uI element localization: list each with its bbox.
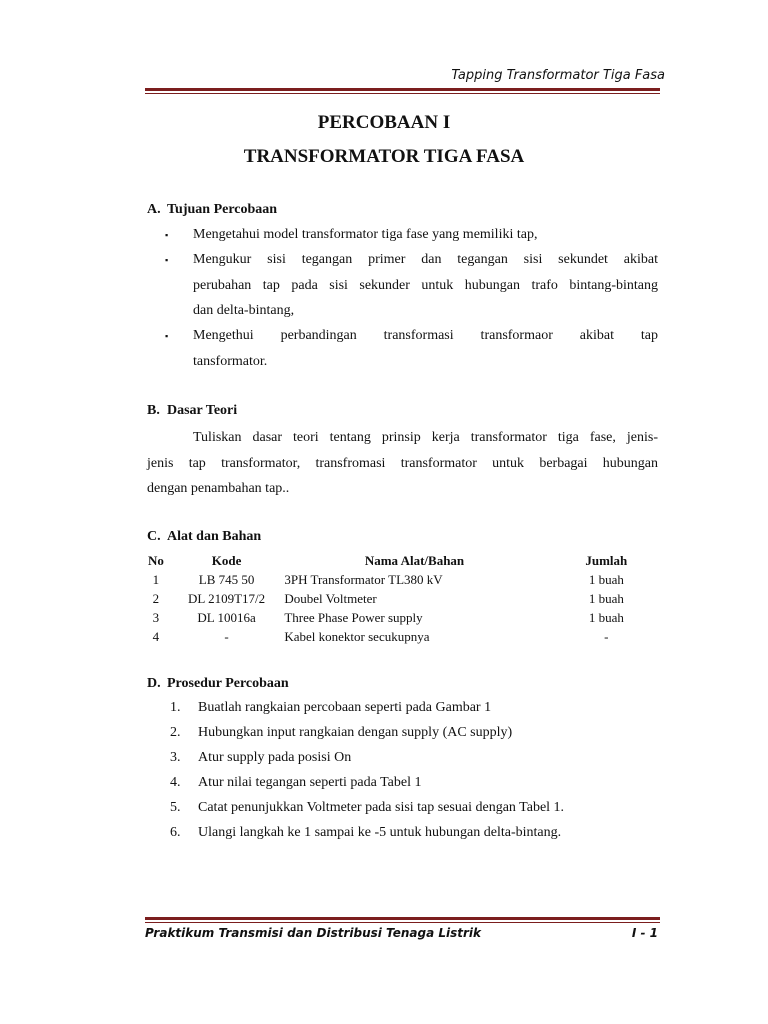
cell-no: 1 [152,571,160,587]
paragraph-line: dengan penambahan tap.. [147,481,290,496]
list-item [170,700,491,716]
section-d-heading [147,676,289,692]
table-header-row [140,551,665,570]
bullet-continuation: dan delta-bintang, [193,303,295,318]
footer-rule-thick [145,917,660,920]
table-row [140,570,665,589]
step-text: Atur nilai tegangan seperti pada Tabel 1 [198,775,422,790]
cell-no: 3 [152,609,160,625]
section-c-heading [147,529,261,545]
step-text: Catat penunjukkan Voltmeter pada sisi tap sesuai dengan Tabel 1. [198,800,565,815]
list-item [170,750,351,766]
section-b-title: Dasar Teori [167,403,238,418]
section-b-heading [147,403,237,419]
paragraph-line: Tuliskan dasar teori tentang prinsip kerja transformator tiga fase, jenis- [193,430,658,445]
cell-kode: LB 745 50 [198,571,255,587]
cell-kode: DL 10016a [197,609,256,625]
cell-jumlah: - [604,628,609,644]
cell-jumlah: 1 buah [588,609,624,625]
bullet-icon: ▪ [165,255,169,265]
section-a-title: Tujuan Percobaan [167,202,278,217]
cell-no: 4 [152,628,160,644]
section-a-heading [147,202,277,218]
section-d-title: Prosedur Percobaan [167,676,289,691]
cell-jumlah: 1 buah [588,571,624,587]
step-number: 6. [170,825,181,840]
step-text: Buatlah rangkaian percobaan seperti pada Gambar 1 [198,700,492,715]
list-item [170,800,564,816]
page-number: I - 1 [631,926,658,940]
step-text: Atur supply pada posisi On [198,750,352,765]
section-c-title: Alat dan Bahan [167,529,262,544]
table-row [140,589,665,608]
list-item [170,725,512,741]
list-item [170,775,421,791]
page-subtitle: TRANSFORMATOR TIGA FASA [243,146,525,167]
cell-kode: DL 2109T17/2 [188,590,266,606]
bullet-icon: ▪ [165,230,169,240]
step-number: 5. [170,800,181,815]
cell-nama: Three Phase Power supply [284,609,423,625]
table-row [140,627,665,646]
cell-nama: Doubel Voltmeter [284,590,377,606]
cell-kode: - [224,628,229,644]
section-b-letter: B. [147,403,160,418]
running-footer: Praktikum Transmisi dan Distribusi Tenaga Listrik [145,926,481,940]
page-title: PERCOBAAN I [317,112,451,133]
bullet-text: Mengukur sisi tegangan primer dan tegangan sisi sekundet akibat [193,252,658,267]
step-number: 2. [170,725,181,740]
header-rule-thick [145,88,660,91]
section-c-letter: C. [147,529,161,544]
header-rule-thin [145,93,660,94]
cell-nama: Kabel konektor secukupnya [284,628,430,644]
section-a-letter: A. [147,202,161,217]
step-text: Ulangi langkah ke 1 sampai ke -5 untuk hubungan delta-bintang. [198,825,562,840]
step-number: 3. [170,750,181,765]
column-header-no: No [147,552,164,568]
table-row [140,608,665,627]
column-header-kode: Kode [211,552,242,568]
bullet-text: Mengethui perbandingan transformasi transformaor akibat tap [193,328,658,343]
cell-nama: 3PH Transformator TL380 kV [284,571,443,587]
step-number: 1. [170,700,181,715]
footer-rule-thin [145,922,660,923]
running-header: Tapping Transformator Tiga Fasa [451,68,665,83]
equipment-table [140,551,665,646]
section-d-letter: D. [147,676,161,691]
list-item [170,825,561,841]
bullet-continuation: perubahan tap pada sisi sekunder untuk hubungan trafo bintang-bintang [193,278,658,293]
cell-jumlah: 1 buah [588,590,624,606]
paragraph-line: jenis tap transformator, transfromasi transformator untuk berbagai hubungan [147,456,658,471]
column-header-jumlah: Jumlah [585,552,628,568]
step-number: 4. [170,775,181,790]
bullet-icon: ▪ [165,331,169,341]
bullet-continuation: tansformator. [193,354,268,369]
cell-no: 2 [152,590,160,606]
bullet-text: Mengetahui model transformator tiga fase yang memiliki tap, [193,227,538,242]
step-text: Hubungkan input rangkaian dengan supply (AC supply) [198,725,513,740]
column-header-nama: Nama Alat/Bahan [364,552,465,568]
